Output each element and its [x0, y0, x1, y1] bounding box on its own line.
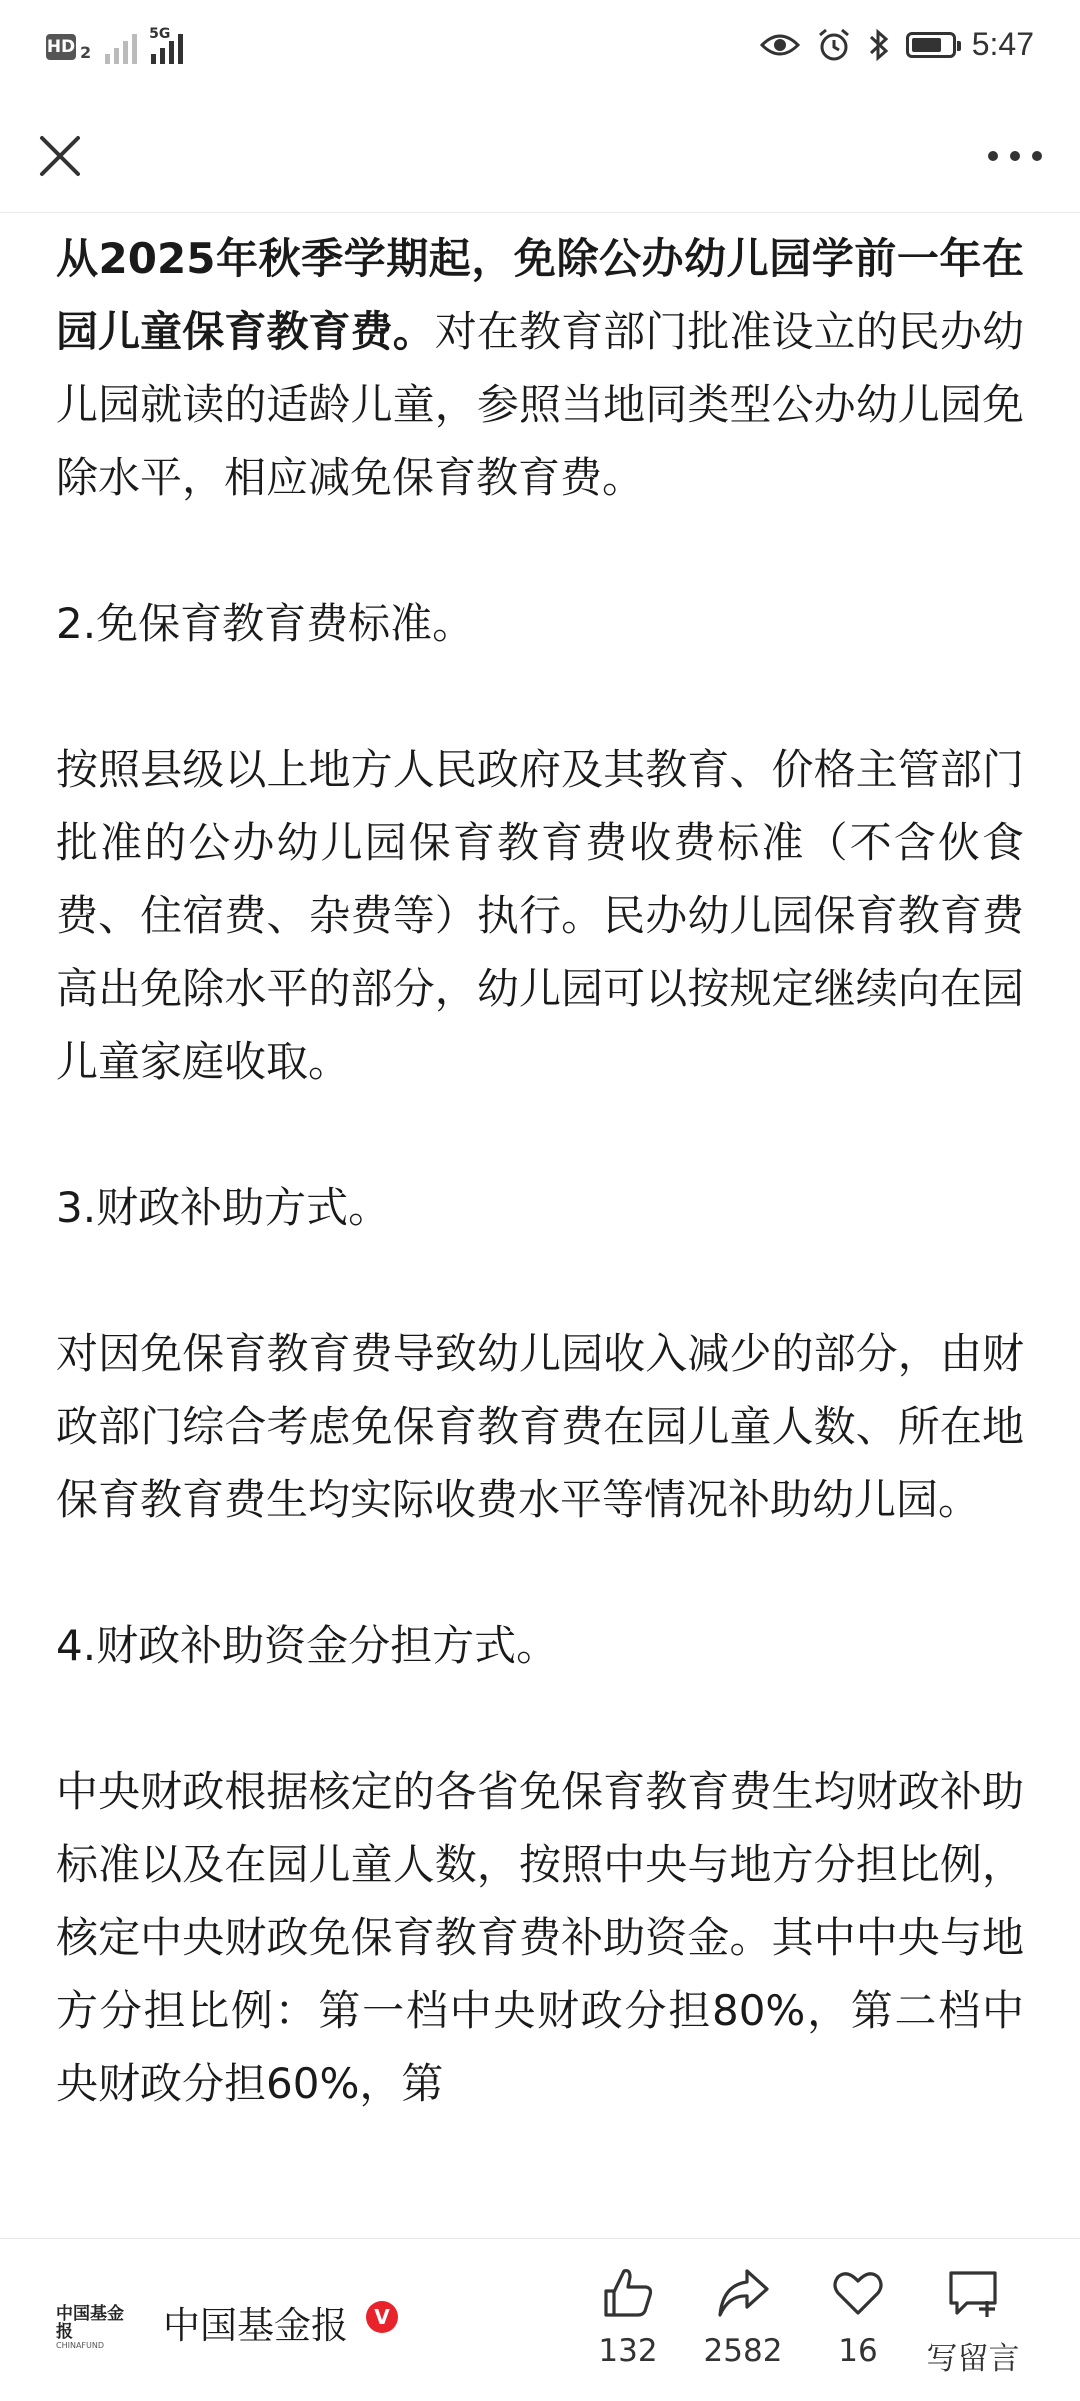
share-arrow-icon — [715, 2265, 771, 2321]
article-body — [56, 222, 1024, 2193]
top-nav — [0, 100, 1080, 213]
status-bar — [0, 0, 1080, 100]
paragraph-text: 按照县级以上地方人民政府及其教育、价格主管部门批准的公办幼儿园保育教育费收费标准（不含伙食费、住宿费、杂费等）执行。民办幼儿园保育教育费高出免除水平的部分，幼儿园可以按规定继续向在园儿童家庭收取。 — [56, 745, 1024, 1086]
favorite-button[interactable] — [803, 2265, 913, 2369]
paragraph-text: 4.财政补助资金分担方式。 — [56, 1621, 559, 1670]
share-button[interactable] — [688, 2265, 798, 2369]
hd-voice-badge: HD — [46, 34, 76, 60]
bottom-action-bar — [0, 2238, 1080, 2401]
like-count: 132 — [598, 2333, 658, 2369]
publisher-logo[interactable] — [56, 2304, 138, 2350]
more-icon — [980, 126, 1050, 186]
paragraph-text: 对因免保育教育费导致幼儿园收入减少的部分，由财政部门综合考虑免保育教育费在园儿童人数、所在地保育教育费生均实际收费水平等情况补助幼儿园。 — [56, 1329, 1024, 1524]
clock: 5:47 — [971, 26, 1034, 62]
battery-level — [912, 38, 941, 52]
paragraph-bold-lead: 从2025年秋季学期起，免除公办幼儿园学前一年在园儿童保育教育费。 — [56, 234, 1024, 356]
publisher-logo-text: 中国基金报 — [56, 2304, 124, 2342]
battery-icon — [906, 32, 956, 58]
paragraph-text: 2.免保育教育费标准。 — [56, 599, 475, 648]
article-paragraph — [56, 222, 1024, 514]
status-right — [760, 26, 1034, 63]
verified-badge: V — [366, 2301, 398, 2333]
heart-icon — [830, 2265, 886, 2321]
network-type-label: 5G — [149, 26, 171, 42]
paragraph-text: 中央财政根据核定的各省免保育教育费生均财政补助标准以及在园儿童人数，按照中央与地方分担比例，核定中央财政免保育教育费补助资金。其中中央与地方分担比例：第一档中央财政分担80%，第二档中央财政分担60%，第 — [56, 1767, 1024, 2108]
alarm-icon — [816, 27, 852, 63]
status-left — [46, 26, 183, 64]
eye-icon — [760, 31, 800, 59]
close-icon — [30, 126, 90, 186]
like-button[interactable] — [573, 2265, 683, 2369]
write-comment-button[interactable] — [918, 2265, 1028, 2378]
write-comment-label: 写留言 — [926, 2341, 1020, 2377]
article-heading — [56, 1171, 1024, 1244]
hd-sim-number: 2 — [80, 42, 92, 62]
comment-add-icon — [945, 2265, 1001, 2321]
paragraph-text: 3.财政补助方式。 — [56, 1183, 391, 1232]
share-count: 2582 — [703, 2333, 783, 2369]
bluetooth-icon — [868, 27, 890, 63]
favorite-count: 16 — [838, 2333, 878, 2369]
article-paragraph — [56, 733, 1024, 1098]
paragraph-text: 对在教育部门批准设立的民办幼儿园就读的适龄儿童，参照当地同类型公办幼儿园免除水平，相应减免保育教育费。 — [56, 307, 1024, 502]
article-heading — [56, 1609, 1024, 1682]
article-heading — [56, 587, 1024, 660]
more-options-button[interactable] — [980, 126, 1050, 186]
article-paragraph — [56, 1317, 1024, 1536]
close-button[interactable] — [30, 126, 90, 186]
publisher-logo-subtext: CHINAFUND — [56, 2341, 105, 2350]
signal-sim1-icon — [105, 30, 137, 64]
publisher-name[interactable]: 中国基金报 — [163, 2304, 348, 2347]
article-paragraph — [56, 1755, 1024, 2120]
thumbs-up-icon — [600, 2265, 656, 2321]
signal-5g-icon — [149, 26, 183, 64]
